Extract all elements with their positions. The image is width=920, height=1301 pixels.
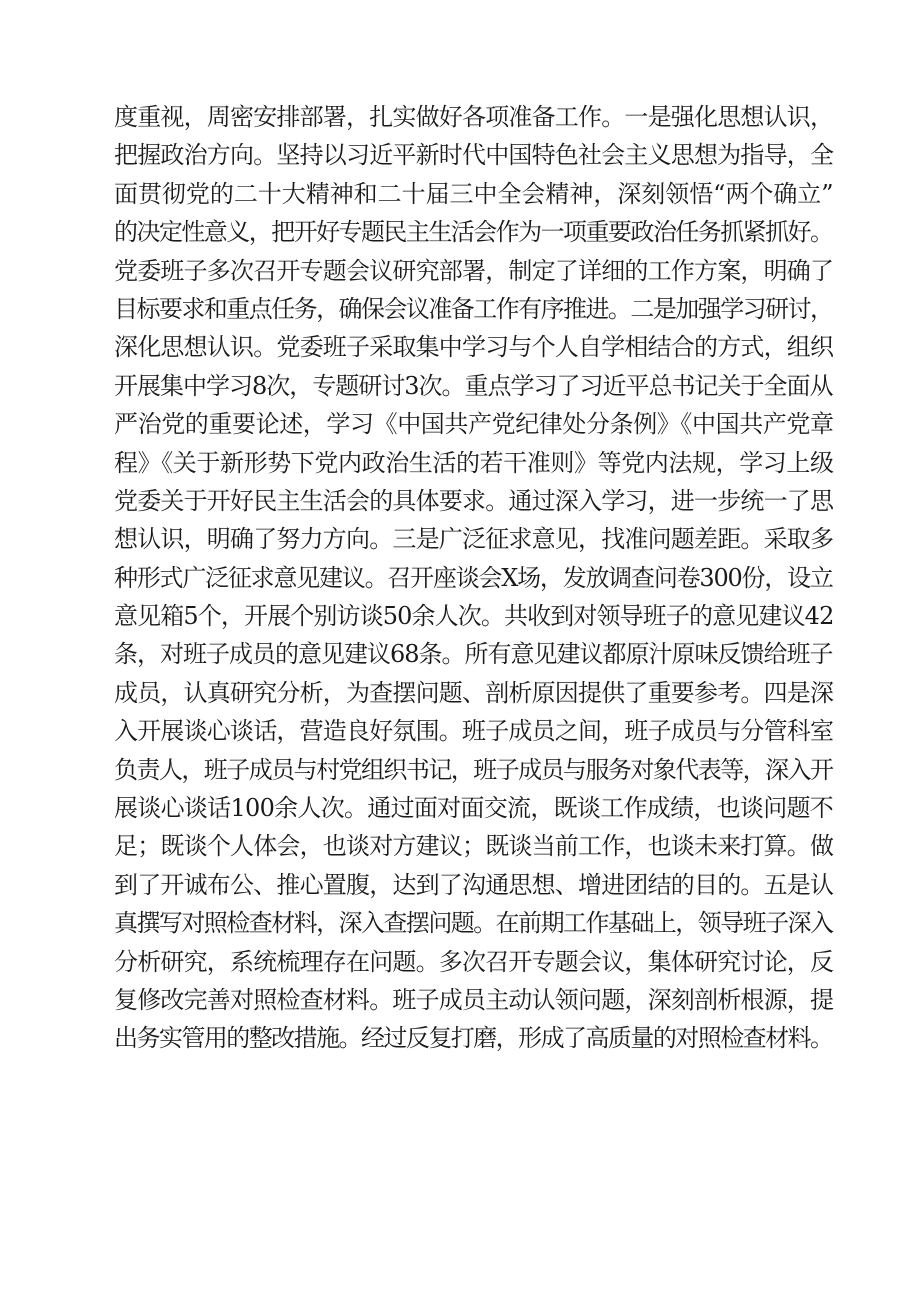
text-line: 负责人，班子成员与村党组织书记，班子成员与服务对象代表等，深入开 — [114, 755, 833, 784]
text-line: 目标要求和重点任务，确保会议准备工作有序推进。二是加强学习研讨， — [114, 294, 833, 323]
text-line: 的决定性意义，把开好专题民主生活会作为一项重要政治任务抓紧抓好。 — [114, 218, 833, 247]
text-line: 足；既谈个人体会，也谈对方建议；既谈当前工作，也谈未来打算。做 — [114, 832, 834, 861]
text-line: 严治党的重要论述，学习《中国共产党纪律处分条例》《中国共产党章 — [114, 410, 834, 439]
text-line: 分析研究，系统梳理存在问题。多次召开专题会议，集体研究讨论，反 — [114, 947, 834, 976]
text-line: 展谈心谈话100余人次。通过面对面交流，既谈工作成绩，也谈问题不 — [114, 794, 834, 823]
text-line: 把握政治方向。坚持以习近平新时代中国特色社会主义思想为指导，全 — [114, 141, 834, 170]
text-line: 条，对班子成员的意见建议68条。所有意见建议都原汁原味反馈给班子 — [114, 640, 833, 669]
text-line: 党委班子多次召开专题会议研究部署，制定了详细的工作方案，明确了 — [114, 256, 834, 285]
text-line: 种形式广泛征求意见建议。召开座谈会X场，发放调查问卷300份，设立 — [114, 563, 833, 592]
body-text — [114, 98, 834, 1058]
text-line: 开展集中学习8次，专题研讨3次。重点学习了习近平总书记关于全面从 — [114, 371, 833, 400]
text-line: 党委关于开好民主生活会的具体要求。通过深入学习，进一步统一了思 — [114, 486, 834, 515]
text-line: 复修改完善对照检查材料。班子成员主动认领问题，深刻剖析根源，提 — [114, 985, 834, 1014]
text-line: 真撰写对照检查材料，深入查摆问题。在前期工作基础上，领导班子深入 — [114, 909, 833, 938]
text-line: 深化思想认识。党委班子采取集中学习与个人自学相结合的方式，组织 — [114, 333, 834, 362]
text-line: 度重视，周密安排部署，扎实做好各项准备工作。一是强化思想认识， — [114, 103, 834, 131]
text-line: 成员，认真研究分析，为查摆问题、剖析原因提供了重要参考。四是深 — [114, 678, 834, 707]
text-line: 想认识，明确了努力方向。三是广泛征求意见，找准问题差距。采取多 — [114, 525, 834, 554]
text-line: 出务实管用的整改措施。经过反复打磨，形成了高质量的对照检查材料。 — [114, 1024, 833, 1053]
text-line: 入开展谈心谈话，营造良好氛围。班子成员之间，班子成员与分管科室 — [114, 717, 834, 746]
text-line: 意见箱5个，开展个别访谈50余人次。共收到对领导班子的意见建议42 — [114, 602, 834, 631]
text-line: 到了开诚布公、推心置腹，达到了沟通思想、增进团结的目的。五是认 — [114, 870, 834, 899]
text-line: 程》《关于新形势下党内政治生活的若干准则》等党内法规，学习上级 — [114, 448, 834, 477]
text-line: 面贯彻党的二十大精神和二十届三中全会精神，深刻领悟“两个确立” — [114, 179, 834, 208]
